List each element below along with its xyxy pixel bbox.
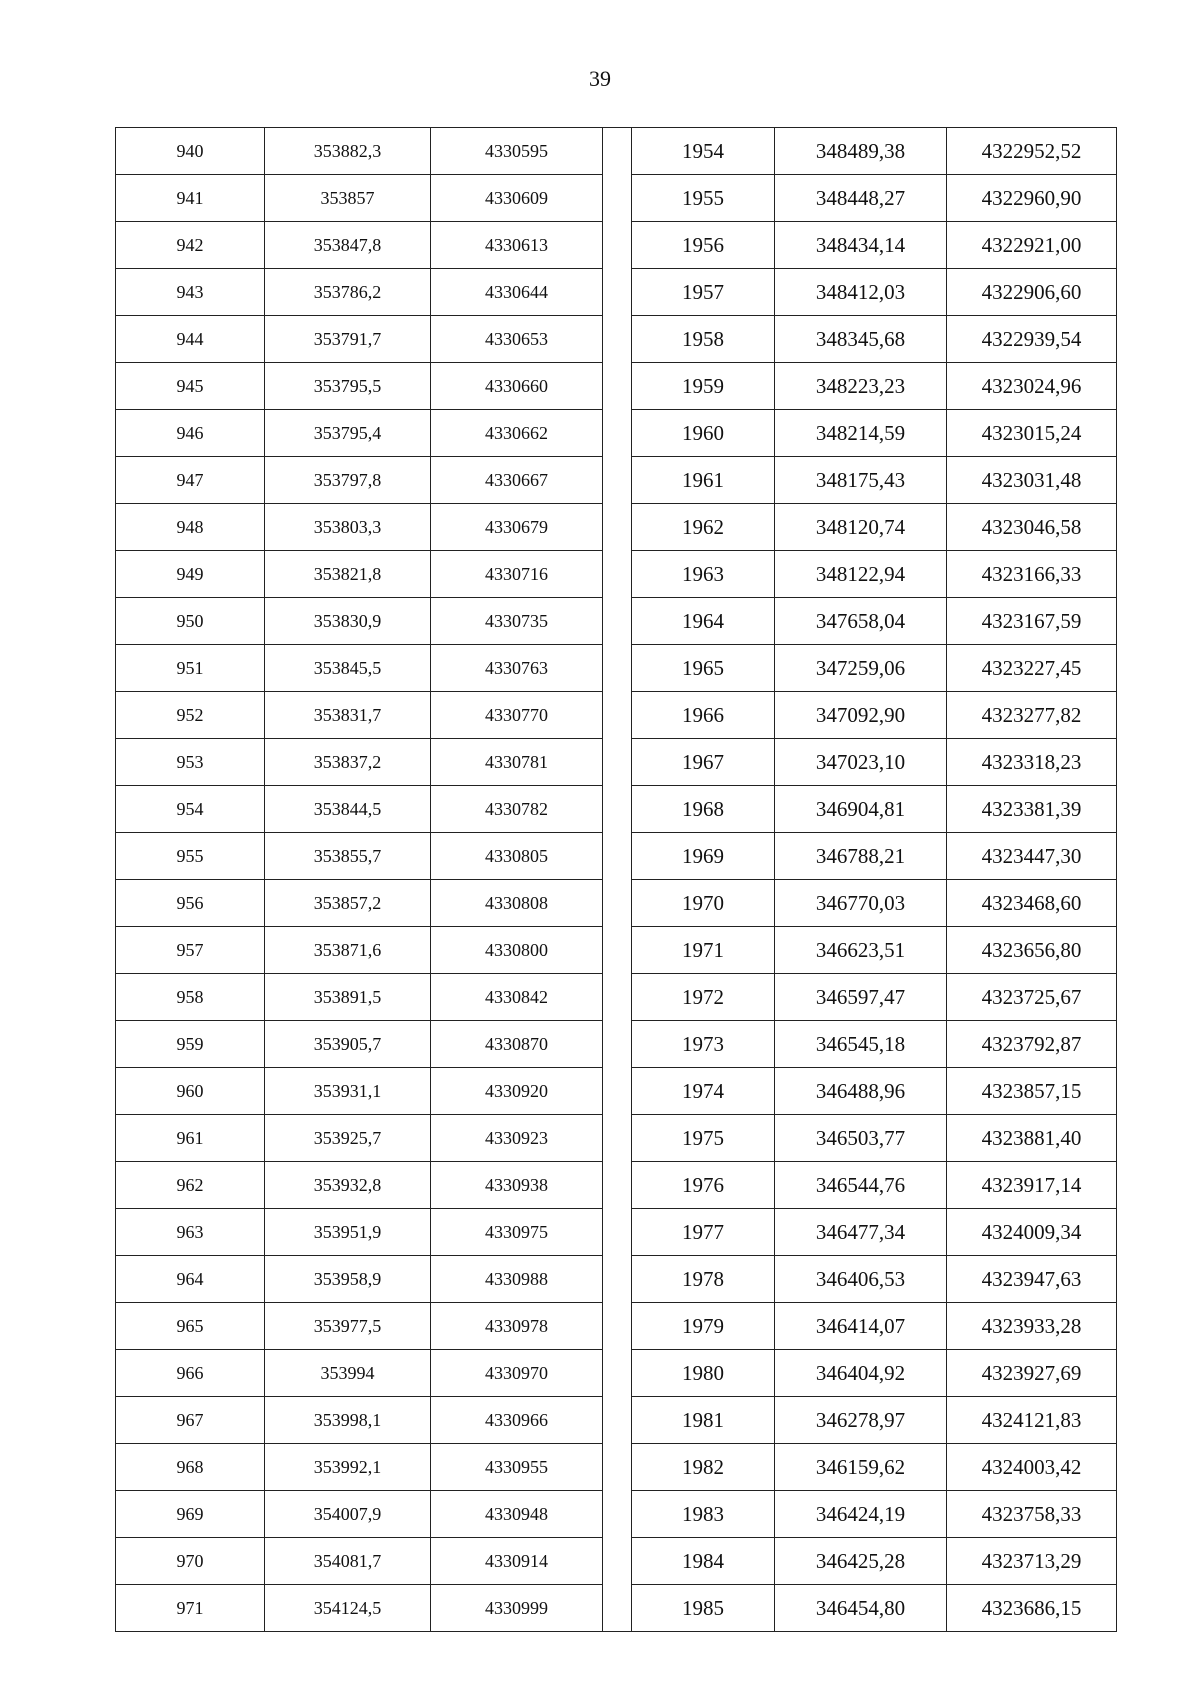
table-row [116,1491,1117,1538]
left-x-coordinate: 353831,7 [265,692,431,739]
column-gap [603,504,632,551]
right-point-number: 1961 [632,457,775,504]
left-point-number: 967 [116,1397,265,1444]
column-gap [603,786,632,833]
right-y-coordinate: 4323725,67 [947,974,1117,1021]
column-gap [603,1585,632,1632]
right-y-coordinate: 4323686,15 [947,1585,1117,1632]
right-y-coordinate: 4323167,59 [947,598,1117,645]
right-y-coordinate: 4322939,54 [947,316,1117,363]
left-point-number: 957 [116,927,265,974]
left-y-coordinate: 4330955 [431,1444,603,1491]
right-x-coordinate: 346597,47 [775,974,947,1021]
left-point-number: 958 [116,974,265,1021]
table-row [116,551,1117,598]
table-row [116,175,1117,222]
left-y-coordinate: 4330653 [431,316,603,363]
column-gap [603,363,632,410]
left-x-coordinate: 353891,5 [265,974,431,1021]
table-row [116,1444,1117,1491]
table-row [116,128,1117,175]
table-row [116,1256,1117,1303]
right-point-number: 1974 [632,1068,775,1115]
table-row [116,927,1117,974]
table-row [116,1162,1117,1209]
right-point-number: 1963 [632,551,775,598]
right-point-number: 1973 [632,1021,775,1068]
table-row [116,363,1117,410]
left-point-number: 959 [116,1021,265,1068]
right-y-coordinate: 4322960,90 [947,175,1117,222]
column-gap [603,551,632,598]
right-x-coordinate: 348120,74 [775,504,947,551]
table-row [116,1115,1117,1162]
right-x-coordinate: 346424,19 [775,1491,947,1538]
right-y-coordinate: 4323031,48 [947,457,1117,504]
left-y-coordinate: 4330999 [431,1585,603,1632]
table-row [116,504,1117,551]
table-row [116,880,1117,927]
right-point-number: 1954 [632,128,775,175]
column-gap [603,269,632,316]
left-y-coordinate: 4330667 [431,457,603,504]
right-point-number: 1971 [632,927,775,974]
coordinates-table [115,127,1117,1632]
left-point-number: 962 [116,1162,265,1209]
right-y-coordinate: 4323857,15 [947,1068,1117,1115]
right-y-coordinate: 4323947,63 [947,1256,1117,1303]
table-body [116,128,1117,1632]
right-y-coordinate: 4322952,52 [947,128,1117,175]
right-point-number: 1982 [632,1444,775,1491]
left-point-number: 951 [116,645,265,692]
right-y-coordinate: 4323024,96 [947,363,1117,410]
table-row [116,457,1117,504]
right-x-coordinate: 348175,43 [775,457,947,504]
right-x-coordinate: 346770,03 [775,880,947,927]
column-gap [603,739,632,786]
left-point-number: 952 [116,692,265,739]
right-point-number: 1957 [632,269,775,316]
left-x-coordinate: 353871,6 [265,927,431,974]
column-gap [603,1350,632,1397]
left-x-coordinate: 353795,4 [265,410,431,457]
left-point-number: 950 [116,598,265,645]
right-point-number: 1985 [632,1585,775,1632]
column-gap [603,1021,632,1068]
left-x-coordinate: 353844,5 [265,786,431,833]
left-x-coordinate: 353931,1 [265,1068,431,1115]
right-point-number: 1962 [632,504,775,551]
right-point-number: 1984 [632,1538,775,1585]
column-gap [603,410,632,457]
left-point-number: 948 [116,504,265,551]
left-point-number: 953 [116,739,265,786]
column-gap [603,1303,632,1350]
right-point-number: 1980 [632,1350,775,1397]
table-row [116,1397,1117,1444]
left-y-coordinate: 4330978 [431,1303,603,1350]
right-x-coordinate: 346623,51 [775,927,947,974]
right-x-coordinate: 346788,21 [775,833,947,880]
left-point-number: 946 [116,410,265,457]
left-x-coordinate: 353857 [265,175,431,222]
left-x-coordinate: 353803,3 [265,504,431,551]
right-x-coordinate: 348448,27 [775,175,947,222]
column-gap [603,1209,632,1256]
right-x-coordinate: 346159,62 [775,1444,947,1491]
right-y-coordinate: 4323318,23 [947,739,1117,786]
left-y-coordinate: 4330763 [431,645,603,692]
left-y-coordinate: 4330735 [431,598,603,645]
column-gap [603,1491,632,1538]
column-gap [603,833,632,880]
right-x-coordinate: 348223,23 [775,363,947,410]
right-point-number: 1955 [632,175,775,222]
left-y-coordinate: 4330805 [431,833,603,880]
right-y-coordinate: 4323933,28 [947,1303,1117,1350]
right-point-number: 1969 [632,833,775,880]
left-point-number: 963 [116,1209,265,1256]
left-y-coordinate: 4330782 [431,786,603,833]
left-y-coordinate: 4330870 [431,1021,603,1068]
right-y-coordinate: 4323758,33 [947,1491,1117,1538]
table-row [116,222,1117,269]
left-y-coordinate: 4330800 [431,927,603,974]
left-x-coordinate: 353786,2 [265,269,431,316]
right-x-coordinate: 348345,68 [775,316,947,363]
left-point-number: 949 [116,551,265,598]
left-x-coordinate: 353795,5 [265,363,431,410]
column-gap [603,598,632,645]
left-x-coordinate: 353821,8 [265,551,431,598]
right-y-coordinate: 4323277,82 [947,692,1117,739]
left-y-coordinate: 4330966 [431,1397,603,1444]
right-point-number: 1956 [632,222,775,269]
left-x-coordinate: 353797,8 [265,457,431,504]
table-row [116,692,1117,739]
right-point-number: 1960 [632,410,775,457]
right-point-number: 1965 [632,645,775,692]
right-y-coordinate: 4323166,33 [947,551,1117,598]
right-x-coordinate: 346454,80 [775,1585,947,1632]
right-point-number: 1970 [632,880,775,927]
column-gap [603,974,632,1021]
left-point-number: 956 [116,880,265,927]
table-row [116,1209,1117,1256]
right-x-coordinate: 346477,34 [775,1209,947,1256]
column-gap [603,128,632,175]
left-point-number: 961 [116,1115,265,1162]
left-x-coordinate: 354081,7 [265,1538,431,1585]
left-y-coordinate: 4330716 [431,551,603,598]
left-y-coordinate: 4330662 [431,410,603,457]
right-x-coordinate: 347259,06 [775,645,947,692]
left-x-coordinate: 353857,2 [265,880,431,927]
right-y-coordinate: 4323447,30 [947,833,1117,880]
table-row [116,1021,1117,1068]
left-point-number: 968 [116,1444,265,1491]
right-y-coordinate: 4323792,87 [947,1021,1117,1068]
right-x-coordinate: 348214,59 [775,410,947,457]
column-gap [603,1162,632,1209]
right-x-coordinate: 346904,81 [775,786,947,833]
table-row [116,1538,1117,1585]
table-row [116,598,1117,645]
left-y-coordinate: 4330923 [431,1115,603,1162]
table-row [116,316,1117,363]
right-x-coordinate: 346404,92 [775,1350,947,1397]
right-y-coordinate: 4324003,42 [947,1444,1117,1491]
left-x-coordinate: 353882,3 [265,128,431,175]
right-y-coordinate: 4322906,60 [947,269,1117,316]
table-row [116,410,1117,457]
left-y-coordinate: 4330970 [431,1350,603,1397]
column-gap [603,880,632,927]
column-gap [603,175,632,222]
left-y-coordinate: 4330975 [431,1209,603,1256]
left-x-coordinate: 353925,7 [265,1115,431,1162]
left-x-coordinate: 353847,8 [265,222,431,269]
right-x-coordinate: 346278,97 [775,1397,947,1444]
left-x-coordinate: 353958,9 [265,1256,431,1303]
left-point-number: 971 [116,1585,265,1632]
left-x-coordinate: 354124,5 [265,1585,431,1632]
left-point-number: 970 [116,1538,265,1585]
right-x-coordinate: 346488,96 [775,1068,947,1115]
left-point-number: 964 [116,1256,265,1303]
right-x-coordinate: 346414,07 [775,1303,947,1350]
right-y-coordinate: 4322921,00 [947,222,1117,269]
left-x-coordinate: 353791,7 [265,316,431,363]
table-row [116,1068,1117,1115]
left-y-coordinate: 4330613 [431,222,603,269]
left-x-coordinate: 353992,1 [265,1444,431,1491]
left-y-coordinate: 4330781 [431,739,603,786]
left-point-number: 966 [116,1350,265,1397]
right-point-number: 1981 [632,1397,775,1444]
right-y-coordinate: 4323927,69 [947,1350,1117,1397]
left-y-coordinate: 4330609 [431,175,603,222]
right-y-coordinate: 4323381,39 [947,786,1117,833]
column-gap [603,1256,632,1303]
table-row [116,833,1117,880]
right-point-number: 1958 [632,316,775,363]
right-point-number: 1959 [632,363,775,410]
left-y-coordinate: 4330770 [431,692,603,739]
left-x-coordinate: 354007,9 [265,1491,431,1538]
right-y-coordinate: 4323656,80 [947,927,1117,974]
right-y-coordinate: 4324121,83 [947,1397,1117,1444]
column-gap [603,692,632,739]
left-point-number: 944 [116,316,265,363]
column-gap [603,1068,632,1115]
right-point-number: 1972 [632,974,775,1021]
left-point-number: 954 [116,786,265,833]
left-x-coordinate: 353830,9 [265,598,431,645]
right-point-number: 1977 [632,1209,775,1256]
right-x-coordinate: 348489,38 [775,128,947,175]
left-y-coordinate: 4330938 [431,1162,603,1209]
table-row [116,974,1117,1021]
left-y-coordinate: 4330660 [431,363,603,410]
column-gap [603,457,632,504]
column-gap [603,927,632,974]
right-point-number: 1978 [632,1256,775,1303]
left-point-number: 943 [116,269,265,316]
left-point-number: 969 [116,1491,265,1538]
right-y-coordinate: 4323046,58 [947,504,1117,551]
left-x-coordinate: 353855,7 [265,833,431,880]
left-x-coordinate: 353951,9 [265,1209,431,1256]
right-y-coordinate: 4324009,34 [947,1209,1117,1256]
column-gap [603,1115,632,1162]
right-point-number: 1975 [632,1115,775,1162]
column-gap [603,222,632,269]
left-x-coordinate: 353905,7 [265,1021,431,1068]
table-row [116,1350,1117,1397]
left-y-coordinate: 4330920 [431,1068,603,1115]
right-point-number: 1968 [632,786,775,833]
left-y-coordinate: 4330644 [431,269,603,316]
right-y-coordinate: 4323468,60 [947,880,1117,927]
left-y-coordinate: 4330808 [431,880,603,927]
left-y-coordinate: 4330679 [431,504,603,551]
left-point-number: 960 [116,1068,265,1115]
page-number: 39 [589,66,611,91]
column-gap [603,316,632,363]
right-point-number: 1967 [632,739,775,786]
left-x-coordinate: 353837,2 [265,739,431,786]
right-x-coordinate: 347092,90 [775,692,947,739]
left-y-coordinate: 4330914 [431,1538,603,1585]
left-point-number: 941 [116,175,265,222]
right-y-coordinate: 4323917,14 [947,1162,1117,1209]
left-y-coordinate: 4330988 [431,1256,603,1303]
right-x-coordinate: 347023,10 [775,739,947,786]
table-row [116,786,1117,833]
left-x-coordinate: 353994 [265,1350,431,1397]
left-point-number: 955 [116,833,265,880]
left-x-coordinate: 353977,5 [265,1303,431,1350]
left-y-coordinate: 4330595 [431,128,603,175]
left-point-number: 940 [116,128,265,175]
left-point-number: 945 [116,363,265,410]
left-point-number: 965 [116,1303,265,1350]
left-x-coordinate: 353932,8 [265,1162,431,1209]
left-y-coordinate: 4330842 [431,974,603,1021]
left-y-coordinate: 4330948 [431,1491,603,1538]
right-x-coordinate: 348434,14 [775,222,947,269]
right-point-number: 1979 [632,1303,775,1350]
left-point-number: 947 [116,457,265,504]
column-gap [603,645,632,692]
right-x-coordinate: 347658,04 [775,598,947,645]
right-point-number: 1976 [632,1162,775,1209]
right-x-coordinate: 346544,76 [775,1162,947,1209]
right-point-number: 1964 [632,598,775,645]
right-x-coordinate: 346406,53 [775,1256,947,1303]
right-y-coordinate: 4323015,24 [947,410,1117,457]
left-x-coordinate: 353845,5 [265,645,431,692]
right-x-coordinate: 348412,03 [775,269,947,316]
right-y-coordinate: 4323881,40 [947,1115,1117,1162]
table-row [116,1303,1117,1350]
right-x-coordinate: 348122,94 [775,551,947,598]
table-row [116,645,1117,692]
left-x-coordinate: 353998,1 [265,1397,431,1444]
right-x-coordinate: 346545,18 [775,1021,947,1068]
left-point-number: 942 [116,222,265,269]
column-gap [603,1538,632,1585]
right-point-number: 1966 [632,692,775,739]
right-x-coordinate: 346425,28 [775,1538,947,1585]
right-point-number: 1983 [632,1491,775,1538]
table-row [116,1585,1117,1632]
column-gap [603,1444,632,1491]
right-y-coordinate: 4323227,45 [947,645,1117,692]
right-x-coordinate: 346503,77 [775,1115,947,1162]
column-gap [603,1397,632,1444]
table-row [116,269,1117,316]
table-row [116,739,1117,786]
right-y-coordinate: 4323713,29 [947,1538,1117,1585]
